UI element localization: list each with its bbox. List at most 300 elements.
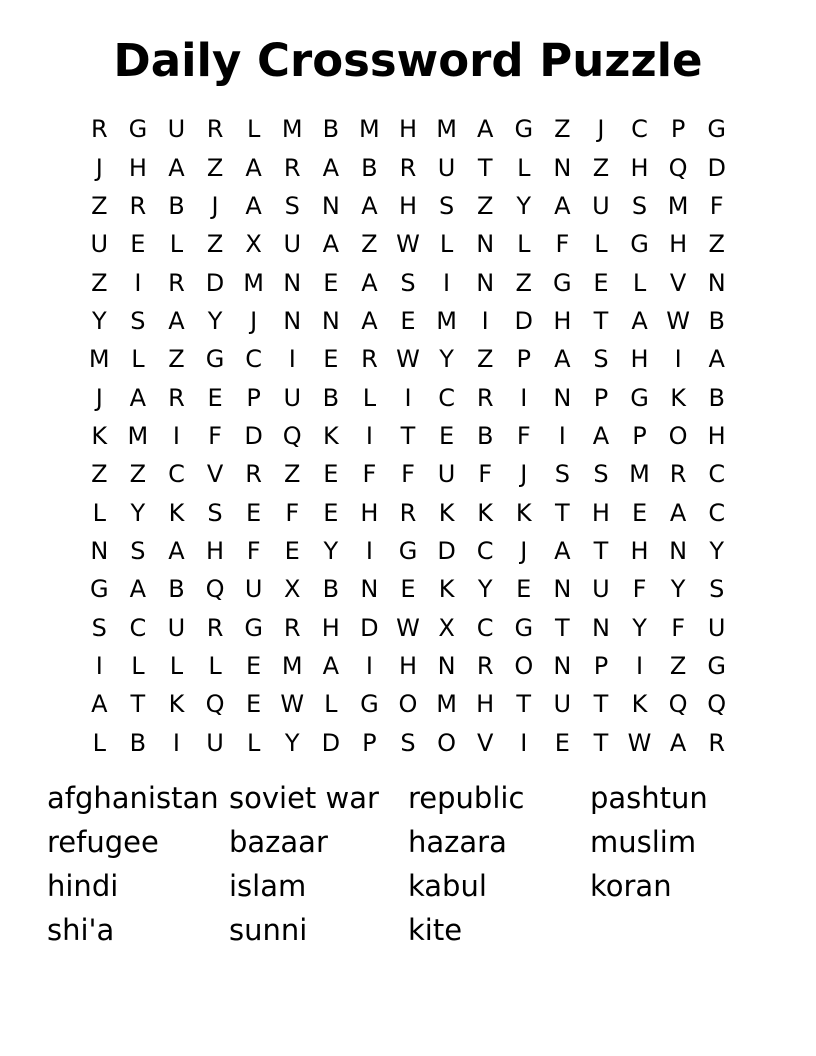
grid-letter: B (129, 728, 147, 757)
grid-letter: Z (361, 230, 378, 259)
word-list-item: soviet war (229, 781, 379, 815)
grid-letter: B (168, 575, 185, 604)
grid-letter: G (128, 115, 148, 144)
grid-letter: I (558, 421, 566, 450)
grid-letter: I (365, 421, 373, 450)
grid-letter: N (553, 383, 572, 412)
grid-letter: D (205, 268, 225, 297)
grid-letter: W (396, 613, 420, 642)
word-list-column (590, 776, 772, 952)
grid-letter: C (168, 460, 185, 489)
word-list-item: islam (229, 869, 307, 903)
grid-letter: T (593, 690, 609, 719)
grid-letter: E (400, 575, 416, 604)
grid-letter: M (281, 652, 303, 681)
grid-letter: U (707, 613, 726, 642)
grid-letter: H (630, 345, 649, 374)
word-list-item: kabul (408, 869, 487, 903)
grid-letter: P (246, 383, 261, 412)
grid-letter: H (398, 191, 418, 220)
grid-letter: S (631, 191, 648, 220)
grid-letter: I (520, 383, 528, 412)
grid-letter: Y (709, 537, 725, 566)
grid-letter: I (443, 268, 451, 297)
grid-letter: H (321, 613, 340, 642)
grid-letter: A (476, 115, 494, 144)
grid-letter: N (476, 230, 495, 259)
grid-letter: A (245, 153, 262, 182)
grid-letter: A (554, 191, 571, 220)
grid-letter: R (168, 383, 185, 412)
grid-letter: R (168, 268, 185, 297)
grid-letter: C (708, 460, 726, 489)
grid-letter: Z (669, 652, 687, 681)
grid-letter: I (172, 728, 180, 757)
grid-letter: L (517, 230, 531, 259)
grid-letter: L (169, 652, 184, 681)
grid-letter: G (707, 652, 726, 681)
grid-letter: L (131, 652, 145, 681)
grid-letter: A (168, 537, 185, 566)
grid-letter: Q (707, 690, 727, 719)
grid-letter: Z (91, 191, 108, 220)
grid-letter: I (481, 306, 489, 335)
grid-letter: R (476, 652, 494, 681)
puzzle-title: Daily Crossword Puzzle (113, 34, 703, 87)
grid-letter: I (134, 268, 142, 297)
grid-letter: Q (668, 690, 688, 719)
grid-letter: E (323, 498, 339, 527)
grid-letter: H (707, 421, 726, 450)
grid-letter: Z (708, 230, 725, 259)
grid-letter: K (438, 575, 455, 604)
grid-letter: P (593, 652, 609, 681)
grid-letter: V (476, 728, 494, 757)
grid-letter: E (284, 537, 300, 566)
grid-letter: X (284, 575, 301, 604)
grid-letter: A (361, 306, 378, 335)
word-list-column (229, 776, 408, 952)
grid-letter: K (631, 690, 648, 719)
grid-letter: Z (515, 268, 532, 297)
grid-letter: S (207, 498, 223, 527)
grid-letter: S (438, 191, 455, 220)
grid-letter: Y (323, 537, 339, 566)
grid-letter: B (322, 115, 340, 144)
word-list-column (47, 776, 229, 952)
grid-letter: E (516, 575, 532, 604)
grid-letter: S (554, 460, 570, 489)
word-list-item: kite (408, 913, 463, 947)
grid-letter: R (90, 115, 108, 144)
grid-letter: U (206, 728, 224, 757)
grid-letter: N (553, 575, 572, 604)
grid-letter: P (362, 728, 377, 757)
grid-letter: S (593, 460, 609, 489)
grid-letter: A (129, 383, 147, 412)
word-list-item: koran (590, 869, 672, 903)
word-list-item: muslim (590, 825, 697, 859)
grid-letter: H (206, 537, 225, 566)
grid-letter: Z (476, 345, 494, 374)
grid-letter: I (365, 652, 373, 681)
grid-letter: E (323, 460, 339, 489)
grid-letter: Y (207, 306, 223, 335)
grid-letter: B (476, 421, 494, 450)
grid-letter: L (246, 728, 261, 757)
grid-letter: Y (284, 728, 300, 757)
grid-letter: F (246, 537, 261, 566)
grid-letter: Z (206, 230, 224, 259)
grid-letter: D (514, 306, 533, 335)
grid-letter: U (90, 230, 109, 259)
grid-letter: I (172, 421, 180, 450)
grid-letter: T (400, 421, 416, 450)
grid-letter: F (632, 575, 647, 604)
grid-letter: E (130, 230, 146, 259)
grid-letter: S (91, 613, 107, 642)
grid-letter: N (553, 652, 572, 681)
grid-letter: T (593, 728, 609, 757)
grid-letter: A (592, 421, 610, 450)
grid-letter: Y (130, 498, 146, 527)
grid-letter: A (554, 345, 571, 374)
grid-letter: J (520, 460, 528, 489)
grid-letter: G (205, 345, 225, 374)
grid-letter: C (476, 537, 494, 566)
grid-letter: O (398, 690, 418, 719)
grid-letter: P (593, 383, 609, 412)
grid-letter: X (245, 230, 262, 259)
grid-letter: G (553, 268, 572, 297)
grid-letter: S (130, 306, 146, 335)
word-list-item: hindi (47, 869, 119, 903)
grid-letter: E (246, 498, 262, 527)
grid-letter: I (674, 345, 682, 374)
grid-letter: A (361, 268, 378, 297)
grid-letter: A (245, 191, 262, 220)
grid-letter: M (281, 115, 303, 144)
grid-letter: R (283, 153, 301, 182)
grid-letter: B (708, 383, 725, 412)
grid-letter: M (667, 191, 689, 220)
grid-letter: A (669, 498, 687, 527)
grid-letter: S (400, 268, 416, 297)
grid-letter: D (707, 153, 726, 182)
grid-letter: R (245, 460, 262, 489)
grid-letter: V (206, 460, 224, 489)
grid-letter: B (708, 306, 725, 335)
grid-letter: Q (282, 421, 302, 450)
grid-letter: S (130, 537, 146, 566)
grid-letter: F (478, 460, 493, 489)
grid-letter: K (438, 498, 455, 527)
grid-letter: A (631, 306, 648, 335)
grid-letter: Q (205, 575, 225, 604)
grid-letter: E (246, 690, 262, 719)
grid-letter: L (92, 728, 106, 757)
word-list-item: bazaar (229, 825, 328, 859)
grid-letter: Z (592, 153, 610, 182)
grid-letter: N (283, 268, 302, 297)
grid-letter: Z (554, 115, 571, 144)
grid-letter: A (322, 652, 340, 681)
grid-letter: P (670, 115, 686, 144)
grid-letter: K (168, 690, 185, 719)
grid-letter: M (359, 115, 380, 144)
word-list-item: republic (408, 781, 525, 815)
grid-letter: R (129, 191, 147, 220)
grid-letter: G (707, 115, 726, 144)
grid-letter: G (514, 115, 534, 144)
grid-letter: Q (205, 690, 225, 719)
grid-letter: K (168, 498, 185, 527)
grid-letter: G (630, 230, 649, 259)
grid-letter: F (285, 498, 300, 527)
grid-letter: B (322, 383, 340, 412)
grid-letter: E (207, 383, 223, 412)
word-search-grid (80, 110, 736, 762)
grid-letter: C (708, 498, 726, 527)
grid-letter: J (597, 115, 605, 144)
grid-letter: T (555, 498, 570, 527)
grid-letter: E (438, 421, 455, 450)
grid-letter: R (206, 115, 224, 144)
word-list-item: pashtun (590, 781, 708, 815)
grid-letter: B (322, 575, 340, 604)
grid-letter: E (631, 498, 648, 527)
grid-letter: K (477, 498, 494, 527)
grid-letter: E (246, 652, 262, 681)
grid-letter: N (669, 537, 688, 566)
grid-letter: V (669, 268, 687, 297)
grid-letter: O (668, 421, 688, 450)
grid-letter: A (168, 153, 185, 182)
word-list (47, 776, 772, 952)
grid-letter: Y (516, 191, 532, 220)
grid-letter: K (670, 383, 686, 412)
word-list-item: hazara (408, 825, 507, 859)
grid-letter: R (206, 613, 224, 642)
grid-letter: F (208, 421, 222, 450)
grid-letter: Z (91, 268, 108, 297)
grid-letter: D (360, 613, 379, 642)
grid-letter: C (245, 345, 263, 374)
grid-letter: W (396, 345, 420, 374)
grid-letter: G (398, 537, 418, 566)
grid-letter: R (399, 498, 417, 527)
grid-letter: D (244, 421, 263, 450)
grid-letter: I (635, 652, 644, 681)
grid-letter: Y (670, 575, 686, 604)
grid-letter: N (476, 268, 495, 297)
grid-letter: M (436, 690, 457, 719)
grid-letter: N (90, 537, 109, 566)
grid-letter: L (208, 652, 222, 681)
grid-letter: Z (284, 460, 301, 489)
grid-letter: I (520, 728, 528, 757)
grid-letter: C (129, 613, 147, 642)
grid-letter: N (707, 268, 726, 297)
grid-letter: R (669, 460, 687, 489)
grid-letter: T (477, 153, 493, 182)
grid-letter: J (95, 383, 103, 412)
grid-letter: H (669, 230, 688, 259)
grid-letter: Y (91, 306, 107, 335)
grid-letter: U (244, 575, 263, 604)
grid-letter: K (515, 498, 532, 527)
grid-letter: J (250, 306, 258, 335)
grid-letter: E (554, 728, 570, 757)
grid-letter: N (437, 652, 456, 681)
grid-letter: A (669, 728, 687, 757)
grid-letter: L (131, 345, 145, 374)
word-list-item: shi'a (47, 913, 115, 947)
grid-letter: T (593, 306, 609, 335)
grid-letter: R (361, 345, 378, 374)
grid-letter: L (517, 153, 531, 182)
grid-letter: S (593, 345, 609, 374)
grid-letter: U (283, 230, 302, 259)
grid-letter: J (95, 153, 103, 182)
grid-letter: G (630, 383, 649, 412)
grid-letter: F (555, 230, 570, 259)
grid-letter: X (438, 613, 455, 642)
grid-letter: S (284, 191, 300, 220)
grid-letter: L (246, 115, 261, 144)
word-list-item: afghanistan (47, 781, 219, 815)
grid-letter: H (591, 498, 610, 527)
grid-letter: H (398, 115, 418, 144)
grid-letter: A (361, 191, 378, 220)
grid-letter: Z (168, 345, 185, 374)
grid-letter: M (88, 345, 110, 374)
grid-letter: A (129, 575, 147, 604)
grid-letter: C (476, 613, 494, 642)
grid-letter: Y (439, 345, 454, 374)
grid-letter: A (708, 345, 725, 374)
grid-letter: W (666, 306, 690, 335)
word-list-column (408, 776, 590, 952)
grid-letter: I (404, 383, 412, 412)
grid-letter: R (399, 153, 417, 182)
grid-letter: P (516, 345, 531, 374)
grid-letter: T (130, 690, 146, 719)
grid-letter: C (631, 115, 648, 144)
grid-letter: N (553, 153, 572, 182)
grid-letter: H (360, 498, 379, 527)
grid-letter: U (437, 153, 456, 182)
grid-letter: H (128, 153, 147, 182)
grid-letter: U (553, 690, 572, 719)
grid-letter: J (520, 537, 528, 566)
grid-letter: A (168, 306, 185, 335)
grid-letter: W (280, 690, 305, 719)
grid-letter: M (127, 421, 149, 450)
grid-letter: I (365, 537, 373, 566)
grid-letter: G (514, 613, 534, 642)
grid-letter: T (516, 690, 532, 719)
grid-letter: H (398, 652, 418, 681)
grid-letter: Z (476, 191, 494, 220)
grid-letter: S (709, 575, 725, 604)
grid-letter: E (323, 268, 339, 297)
grid-letter: F (362, 460, 377, 489)
grid-letter: O (437, 728, 457, 757)
grid-letter: G (360, 690, 379, 719)
grid-letter: F (401, 460, 415, 489)
grid-letter: F (671, 613, 686, 642)
grid-letter: L (594, 230, 608, 259)
grid-letter: M (436, 306, 457, 335)
grid-letter: A (322, 230, 340, 259)
grid-letter: Z (91, 460, 108, 489)
grid-letter: G (244, 613, 263, 642)
grid-letter: H (476, 690, 495, 719)
grid-letter: S (400, 728, 416, 757)
grid-letter: N (321, 191, 340, 220)
grid-letter: U (592, 191, 610, 220)
grid-letter: F (709, 191, 724, 220)
grid-letter: D (437, 537, 456, 566)
grid-letter: R (283, 613, 301, 642)
grid-letter: N (283, 306, 302, 335)
grid-letter: U (167, 115, 186, 144)
grid-letter: E (593, 268, 609, 297)
grid-letter: G (89, 575, 109, 604)
grid-letter: A (554, 537, 571, 566)
grid-letter: U (437, 460, 456, 489)
grid-letter: K (322, 421, 339, 450)
grid-letter: H (630, 153, 649, 182)
grid-letter: A (322, 153, 340, 182)
grid-letter: L (362, 383, 377, 412)
grid-letter: J (211, 191, 219, 220)
grid-letter: H (630, 537, 649, 566)
grid-letter: P (632, 421, 647, 450)
grid-letter: U (283, 383, 302, 412)
grid-letter: M (436, 115, 457, 144)
grid-letter: L (632, 268, 647, 297)
grid-letter: E (323, 345, 339, 374)
grid-letter: K (91, 421, 108, 450)
grid-letter: U (167, 613, 186, 642)
grid-letter: M (629, 460, 650, 489)
word-list-item: sunni (229, 913, 308, 947)
grid-letter: C (438, 383, 455, 412)
grid-letter: H (553, 306, 572, 335)
grid-letter: B (361, 153, 378, 182)
grid-letter: R (476, 383, 494, 412)
grid-letter: W (627, 728, 652, 757)
grid-letter: B (168, 191, 185, 220)
grid-letter: L (324, 690, 338, 719)
grid-letter: N (321, 306, 340, 335)
grid-letter: Z (206, 153, 224, 182)
grid-letter: A (91, 690, 108, 719)
grid-letter: R (708, 728, 726, 757)
grid-letter: T (593, 537, 609, 566)
grid-letter: Z (129, 460, 147, 489)
grid-letter: F (516, 421, 531, 450)
grid-letter: L (439, 230, 454, 259)
grid-letter: I (95, 652, 103, 681)
grid-letter: W (396, 230, 420, 259)
grid-letter: Y (632, 613, 647, 642)
grid-letter: Y (477, 575, 493, 604)
grid-letter: D (321, 728, 341, 757)
grid-letter: I (288, 345, 296, 374)
